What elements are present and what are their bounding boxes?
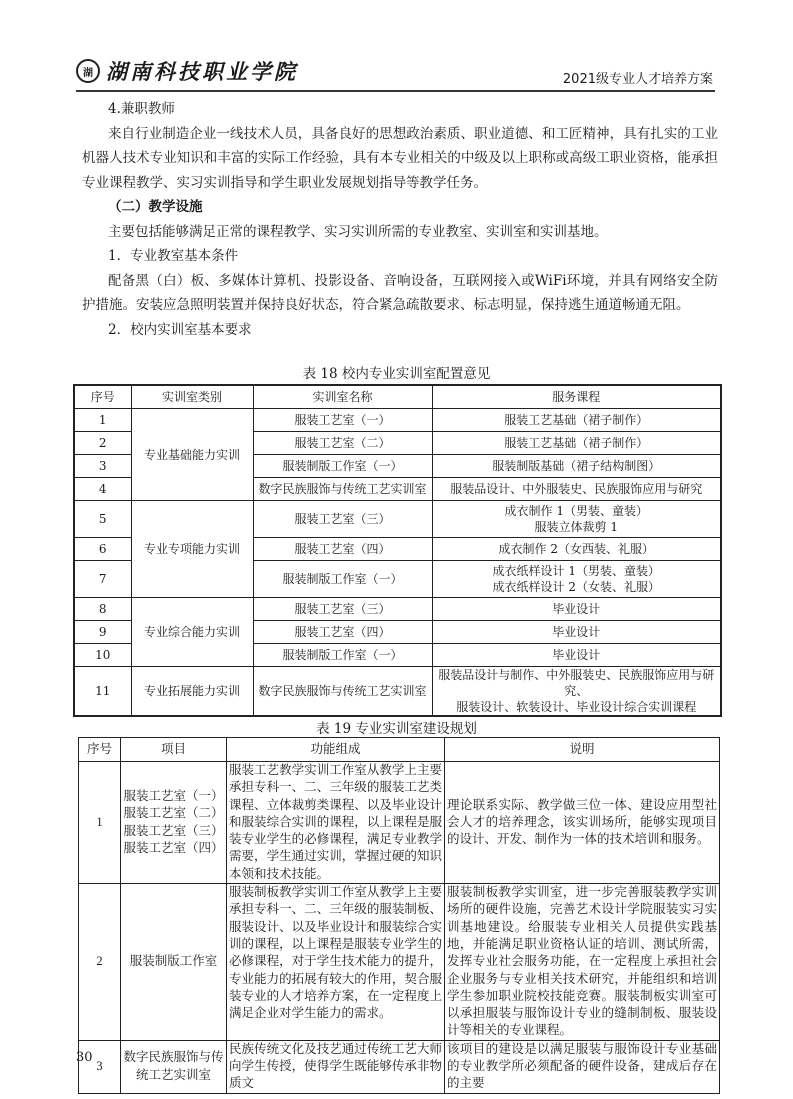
project-cell: 数字民族服饰与传统工艺实训室 <box>121 1040 227 1093</box>
header-cell: 序号 <box>74 385 131 409</box>
row-number: 6 <box>74 538 131 561</box>
page-header <box>76 50 715 92</box>
course-cell: 服装工艺基础（裙子制作） <box>432 409 721 432</box>
document-title: 2021级专业人才培养方案 <box>562 72 713 87</box>
school-logo <box>76 56 298 86</box>
course-cell: 毕业设计 <box>432 598 721 621</box>
course-cell: 成衣制作 1（男装、童装） 服装立体裁剪 1 <box>432 501 721 538</box>
row-number: 7 <box>74 561 131 598</box>
row-number: 1 <box>79 762 121 884</box>
course-cell: 服装品设计与制作、中外服装史、民族服饰应用与研究、 服装设计、软装设计、毕业设计综合实训课程 <box>432 667 721 717</box>
row-number: 4 <box>74 478 131 501</box>
training-room-config-table <box>73 384 722 717</box>
row-number: 10 <box>74 644 131 667</box>
category-cell: 专业专项能力实训 <box>131 501 253 598</box>
room-name: 服装工艺室（四） <box>253 538 432 561</box>
table-row <box>79 884 720 1041</box>
course-cell: 毕业设计 <box>432 644 721 667</box>
school-seal-icon: 湖 <box>76 59 100 83</box>
room-name: 服装工艺室（四） <box>253 621 432 644</box>
table18-caption: 表 18 校内专业实训室配置意见 <box>302 366 491 382</box>
category-cell: 专业综合能力实训 <box>131 598 253 667</box>
section-subheading: 1．专业教室基本条件 <box>108 248 239 264</box>
table-row <box>74 501 721 538</box>
row-number: 3 <box>74 455 131 478</box>
room-name: 服装制版工作室（一） <box>253 455 432 478</box>
room-name: 数字民族服饰与传统工艺实训室 <box>253 478 432 501</box>
row-number: 3 <box>79 1040 121 1093</box>
course-cell: 毕业设计 <box>432 621 721 644</box>
project-cell: 服装制版工作室 <box>121 884 227 1041</box>
row-number: 9 <box>74 621 131 644</box>
course-cell: 成衣纸样设计 1（男装、童装） 成衣纸样设计 2（女装、礼服） <box>432 561 721 598</box>
table-header-row <box>79 738 720 762</box>
category-cell: 专业拓展能力实训 <box>131 667 253 717</box>
row-number: 11 <box>74 667 131 717</box>
table-row <box>79 762 720 884</box>
note-cell: 理论联系实际、教学做三位一体、建设应用型社会人才的培养理念，该实训场所，能够实现项目的设计、开发、制作为一体的技术培训和服务。 <box>445 762 720 884</box>
section-subheading: 4.兼职教师 <box>108 101 175 117</box>
paragraph: 配备黑（白）板、多媒体计算机、投影设备、音响设备，互联网接入或WiFi环境，并具有网络安全防护措施。安装应急照明装置并保持良好状态，符合紧急疏散要求、标志明显，保持逃生通道畅通无阻。 <box>82 272 718 313</box>
header-cell: 说明 <box>445 738 720 762</box>
paragraph: 主要包括能够满足正常的课程教学、实习实训所需的专业教室、实训室和实训基地。 <box>108 223 608 240</box>
page-number: 30 <box>76 1050 93 1065</box>
table-row <box>74 409 721 432</box>
header-cell: 功能组成 <box>227 738 445 762</box>
table19-caption: 表 19 专业实训室建设规划 <box>316 721 477 737</box>
section-subheading: 2．校内实训室基本要求 <box>108 321 252 338</box>
row-number: 5 <box>74 501 131 538</box>
room-name: 服装制版工作室（一） <box>253 561 432 598</box>
room-name: 服装工艺室（三） <box>253 598 432 621</box>
header-cell: 服务课程 <box>432 385 721 409</box>
row-number: 8 <box>74 598 131 621</box>
header-cell: 实训室名称 <box>253 385 432 409</box>
course-cell: 服装工艺基础（裙子制作） <box>432 432 721 455</box>
body-text <box>82 97 718 342</box>
row-number: 1 <box>74 409 131 432</box>
room-name: 服装工艺室（三） <box>253 501 432 538</box>
function-cell: 民族传统文化及技艺通过传统工艺大师向学生传授，使得学生既能够传承非物质文 <box>227 1040 445 1093</box>
room-name: 服装工艺室（二） <box>253 432 432 455</box>
function-cell: 服装制板教学实训工作室从教学上主要承担专科一、二、三年级的服装制板、服装设计、以及毕业设计和服装综合实训的课程，以上课程是服装专业学生的必修课程，对于学生技术能力的提升，专业能力的拓展有较大的作用，契合服装专业的人才培养方案，在一定程度上满足企业对学生能力的需求。 <box>227 884 445 1041</box>
room-name: 数字民族服饰与传统工艺实训室 <box>253 667 432 717</box>
header-cell: 项目 <box>121 738 227 762</box>
course-cell: 成衣制作 2（女西装、礼服） <box>432 538 721 561</box>
section-heading: （二）教学设施 <box>108 199 203 215</box>
function-cell: 服装工艺教学实训工作室从教学上主要承担专科一、二、三年级的服装工艺类课程、立体裁剪类课程、以及毕业设计和服装综合实训的课程，以上课程是服装专业学生的必修课程，满足专业教学需要，学生通过实训，掌握过硬的知识本领和技术技能。 <box>227 762 445 884</box>
note-cell: 服装制板教学实训室，进一步完善服装教学实训场所的硬件设施，完善艺术设计学院服装实习实训基地建设。给服装专业相关人员提供实践基地，并能满足职业资格认证的培训、测试所需，发挥专业社会服务功能，在一定程度上承担社会企业服务与专业相关技术研究，并能组织和培训学生参加职业院校技能竞赛。服装制板实训室可以承担服装与服饰设计专业的缝制制板、服装设计等相关的专业课程。 <box>445 884 720 1041</box>
school-name: 湖南科技职业学院 <box>106 59 298 84</box>
table-row <box>74 598 721 621</box>
course-cell: 服装制版基础（裙子结构制图） <box>432 455 721 478</box>
header-cell: 实训室类别 <box>131 385 253 409</box>
category-cell: 专业基础能力实训 <box>131 409 253 501</box>
row-number: 2 <box>74 432 131 455</box>
table-row <box>74 667 721 717</box>
paragraph: 来自行业制造企业一线技术人员，具备良好的思想政治素质、职业道德、和工匠精神，具有扎实的工业机器人技术专业知识和丰富的实际工作经验，具有本专业相关的中级及以上职称或高级工职业资格，能承担专业课程教学、实习实训指导和学生职业发展规划指导等教学任务。 <box>82 125 718 191</box>
note-cell: 该项目的建设是以满足服装与服饰设计专业基础的专业教学所必须配备的硬件设备，建成后存在的主要 <box>445 1040 720 1093</box>
row-number: 2 <box>79 884 121 1041</box>
table-row <box>79 1040 720 1093</box>
room-name: 服装工艺室（一） <box>253 409 432 432</box>
training-room-plan-table <box>78 737 720 1094</box>
project-cell: 服装工艺室（一） 服装工艺室（二） 服装工艺室（三） 服装工艺室（四） <box>121 762 227 884</box>
course-cell: 服装品设计、中外服装史、民族服饰应用与研究 <box>432 478 721 501</box>
room-name: 服装制版工作室（一） <box>253 644 432 667</box>
table-header-row <box>74 385 721 409</box>
header-cell: 序号 <box>79 738 121 762</box>
